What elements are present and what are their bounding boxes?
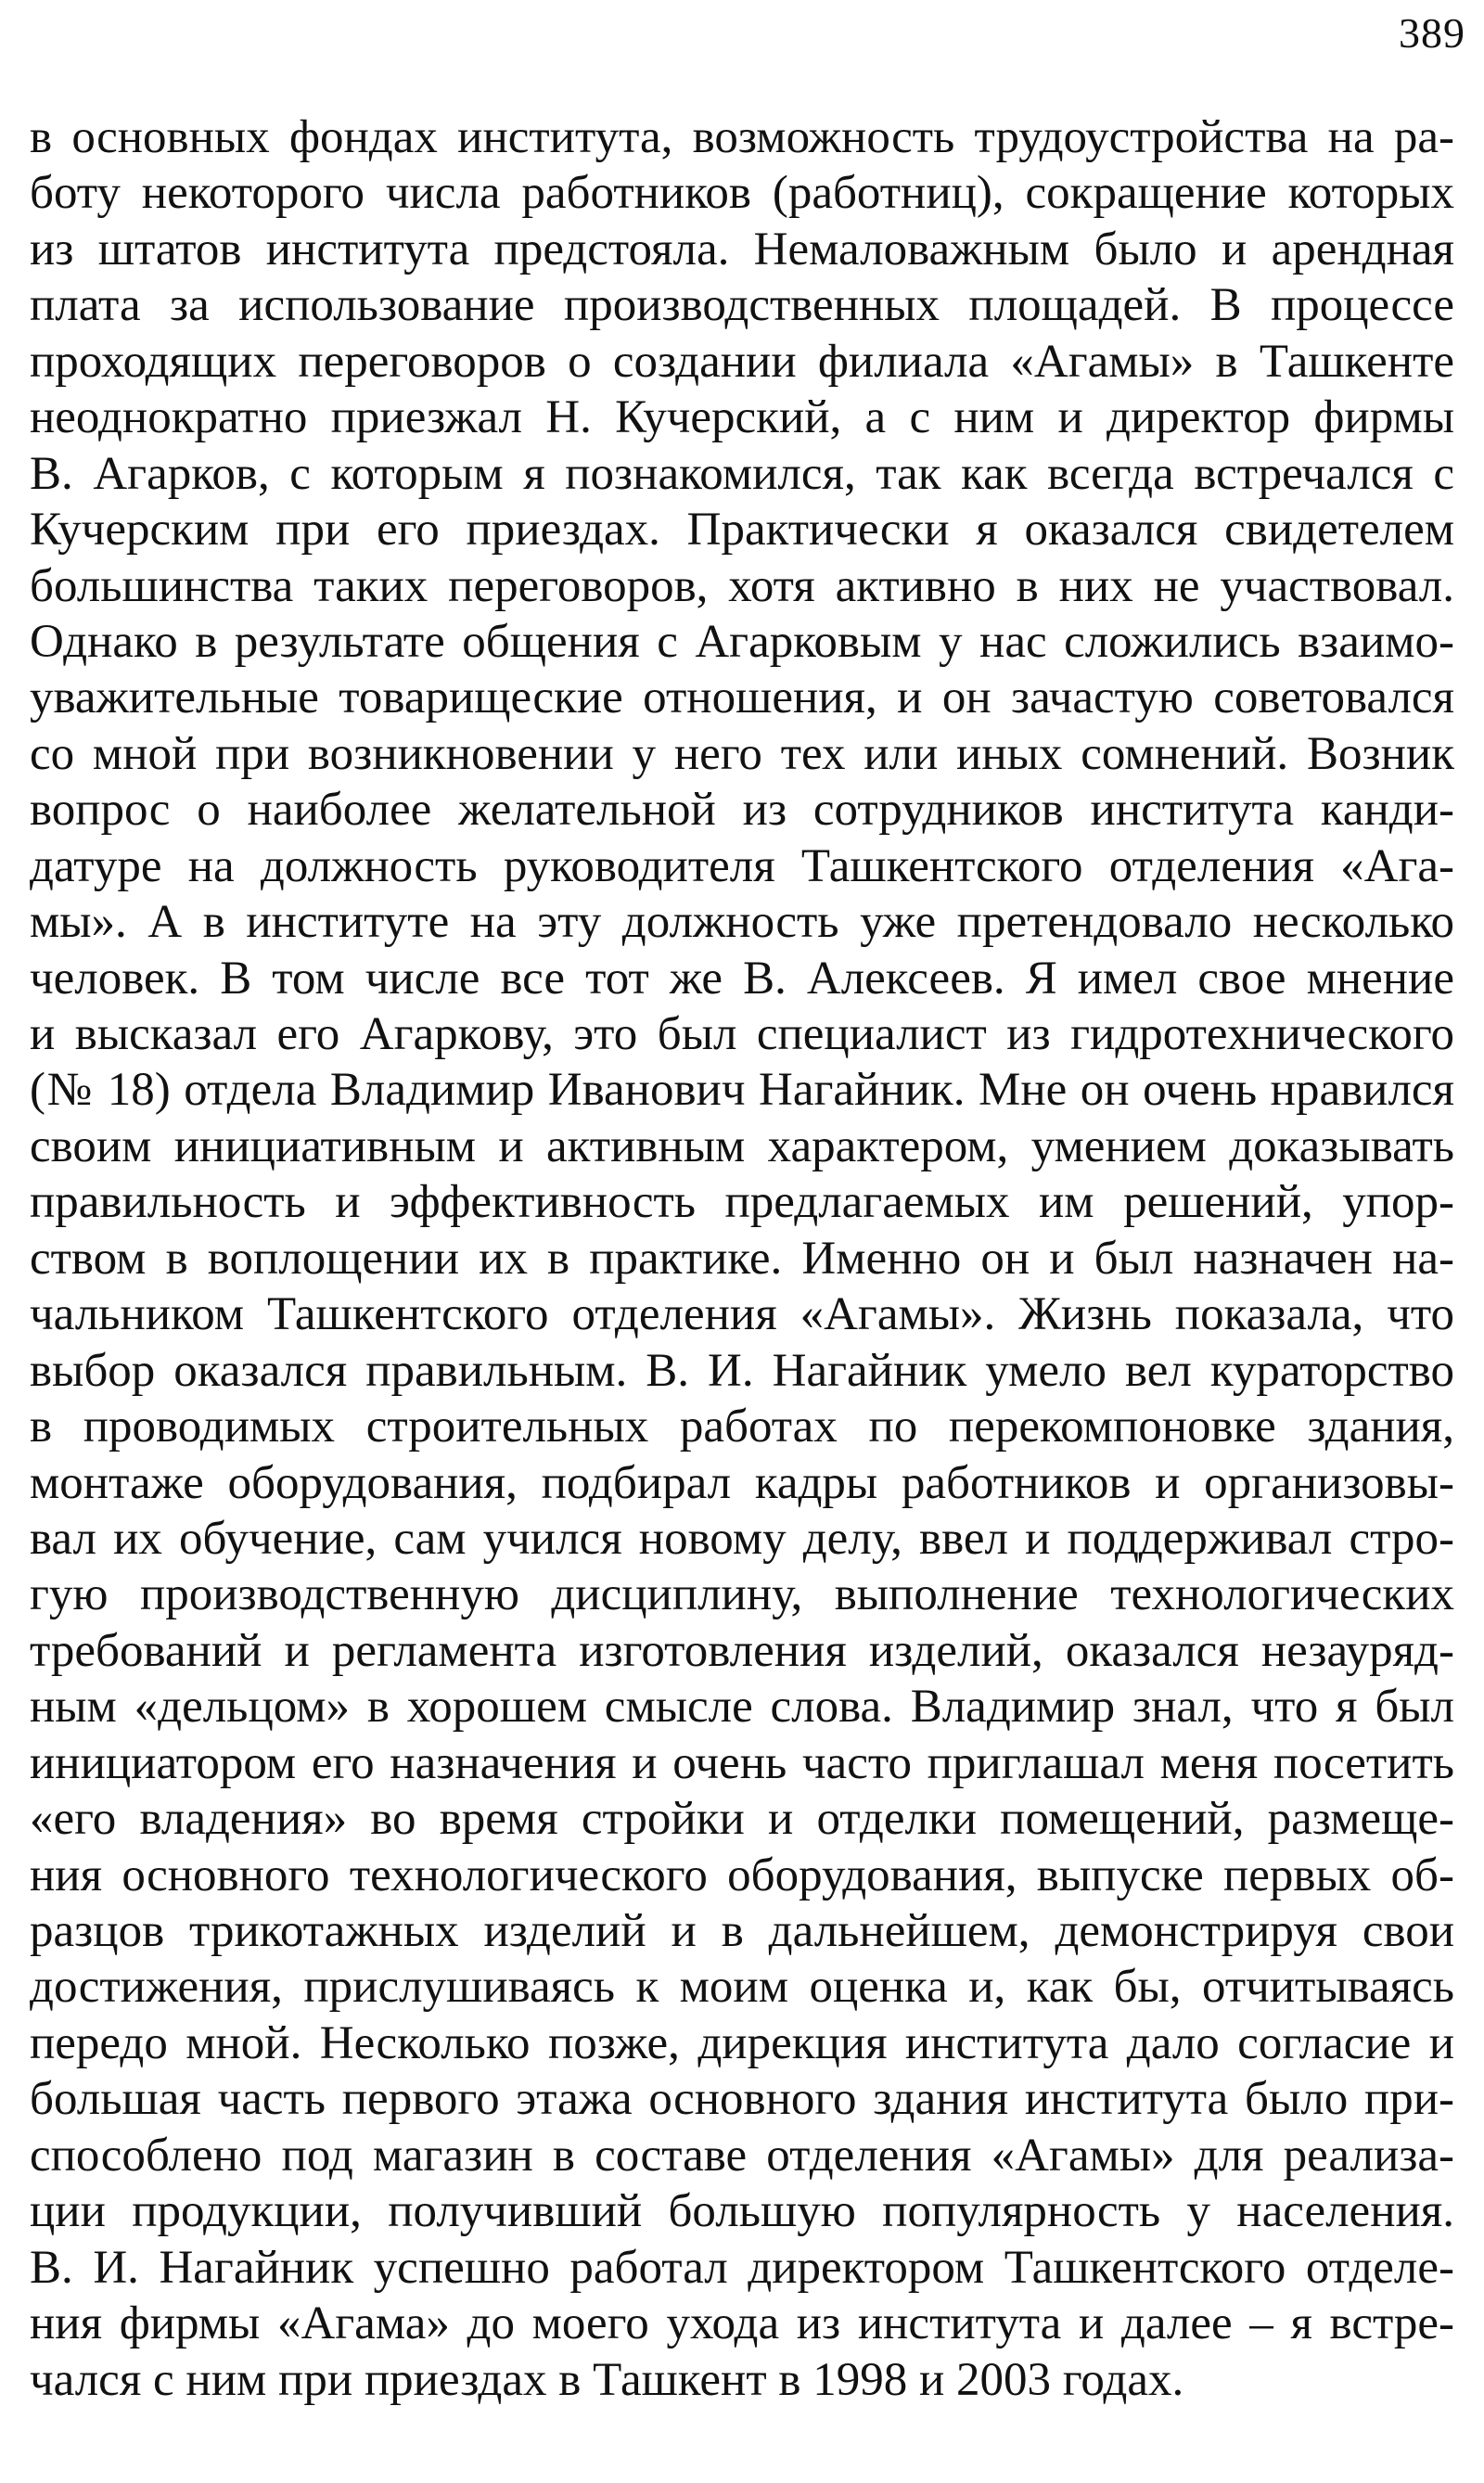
text-line: достижения, прислушиваясь к моим оценка и, как бы, отчитываясь	[30, 1961, 1454, 2014]
text-line: Кучерским при его приездах. Практически я оказался свидетелем	[30, 504, 1454, 557]
page-number: 389	[1399, 9, 1465, 57]
text-line: чальником Ташкентского отделения «Агамы». Жизнь показала, что	[30, 1288, 1454, 1341]
text-line: уважительные товарищеские отношения, и он зачастую советовался	[30, 672, 1454, 724]
text-line: Однако в результате общения с Агарковым у нас сложились взаимо-	[30, 615, 1454, 668]
text-line: передо мной. Несколько позже, дирекция института дало согласие и	[30, 2016, 1454, 2069]
text-line: инициатором его назначения и очень часто приглашал меня посетить	[30, 1736, 1454, 1789]
text-line: неоднократно приезжал Н. Кучерский, а с ним и директор фирмы	[30, 391, 1454, 444]
text-line: В. Агарков, с которым я познакомился, так как всегда встречался с	[30, 447, 1454, 500]
text-line: ции продукции, получивший большую популярность у населения.	[30, 2185, 1454, 2238]
text-line: датуре на должность руководителя Ташкентского отделения «Ага-	[30, 839, 1454, 892]
text-line: со мной при возникновении у него тех или иных сомнений. Возник	[30, 727, 1454, 780]
text-line: правильность и эффективность предлагаемых им решений, упор-	[30, 1176, 1454, 1229]
text-line: в основных фондах института, возможность трудоустройства на ра-	[30, 111, 1454, 163]
text-line: В. И. Нагайник успешно работал директором Ташкентского отделе-	[30, 2241, 1454, 2294]
text-line-last: чался с ним при приездах в Ташкент в 1998 и 2003 годах.	[30, 2353, 1184, 2406]
text-line: плата за использование производственных площадей. В процессе	[30, 279, 1454, 332]
text-line: ным «дельцом» в хорошем смысле слова. Владимир знал, что я был	[30, 1681, 1454, 1734]
text-line: «его владения» во время стройки и отделки помещений, размеще-	[30, 1793, 1454, 1846]
text-line: (№ 18) отдела Владимир Иванович Нагайник. Мне он очень нравился	[30, 1064, 1454, 1117]
text-line: в проводимых строительных работах по перекомпоновке здания,	[30, 1401, 1454, 1453]
text-line: и высказал его Агаркову, это был специалист из гидротехнического	[30, 1008, 1454, 1060]
text-line: своим инициативным и активным характером, умением доказывать	[30, 1120, 1454, 1172]
text-line: большая часть первого этажа основного здания института было при-	[30, 2073, 1454, 2126]
text-line: гую производственную дисциплину, выполнение технологических	[30, 1568, 1454, 1621]
text-line: способлено под магазин в составе отделения «Агамы» для реализа-	[30, 2129, 1454, 2182]
body-text	[30, 109, 1454, 2408]
text-line: вопрос о наиболее желательной из сотрудников института канди-	[30, 784, 1454, 837]
text-line: человек. В том числе все тот же В. Алексеев. Я имел свое мнение	[30, 952, 1454, 1005]
text-line: большинства таких переговоров, хотя активно в них не участвовал.	[30, 559, 1454, 612]
text-line: требований и регламента изготовления изделий, оказался незауряд-	[30, 1624, 1454, 1677]
text-line: ством в воплощении их в практике. Именно он и был назначен на-	[30, 1232, 1454, 1285]
text-line: из штатов института предстояла. Немаловажным было и арендная	[30, 223, 1454, 275]
text-line: вал их обучение, сам учился новому делу, ввел и поддерживал стро-	[30, 1512, 1454, 1565]
text-line: монтаже оборудования, подбирал кадры работников и организовы-	[30, 1456, 1454, 1509]
text-line: ния фирмы «Агама» до моего ухода из института и далее – я встре-	[30, 2297, 1454, 2350]
text-line: проходящих переговоров о создании филиала «Агамы» в Ташкенте	[30, 335, 1454, 388]
text-line: мы». А в институте на эту должность уже претендовало несколько	[30, 896, 1454, 949]
text-line: ния основного технологического оборудования, выпуске первых об-	[30, 1849, 1454, 1901]
text-line: боту некоторого числа работников (работниц), сокращение которых	[30, 167, 1454, 220]
text-line: разцов трикотажных изделий и в дальнейшем, демонстрируя свои	[30, 1905, 1454, 1957]
text-line: выбор оказался правильным. В. И. Нагайник умело вел кураторство	[30, 1344, 1454, 1397]
